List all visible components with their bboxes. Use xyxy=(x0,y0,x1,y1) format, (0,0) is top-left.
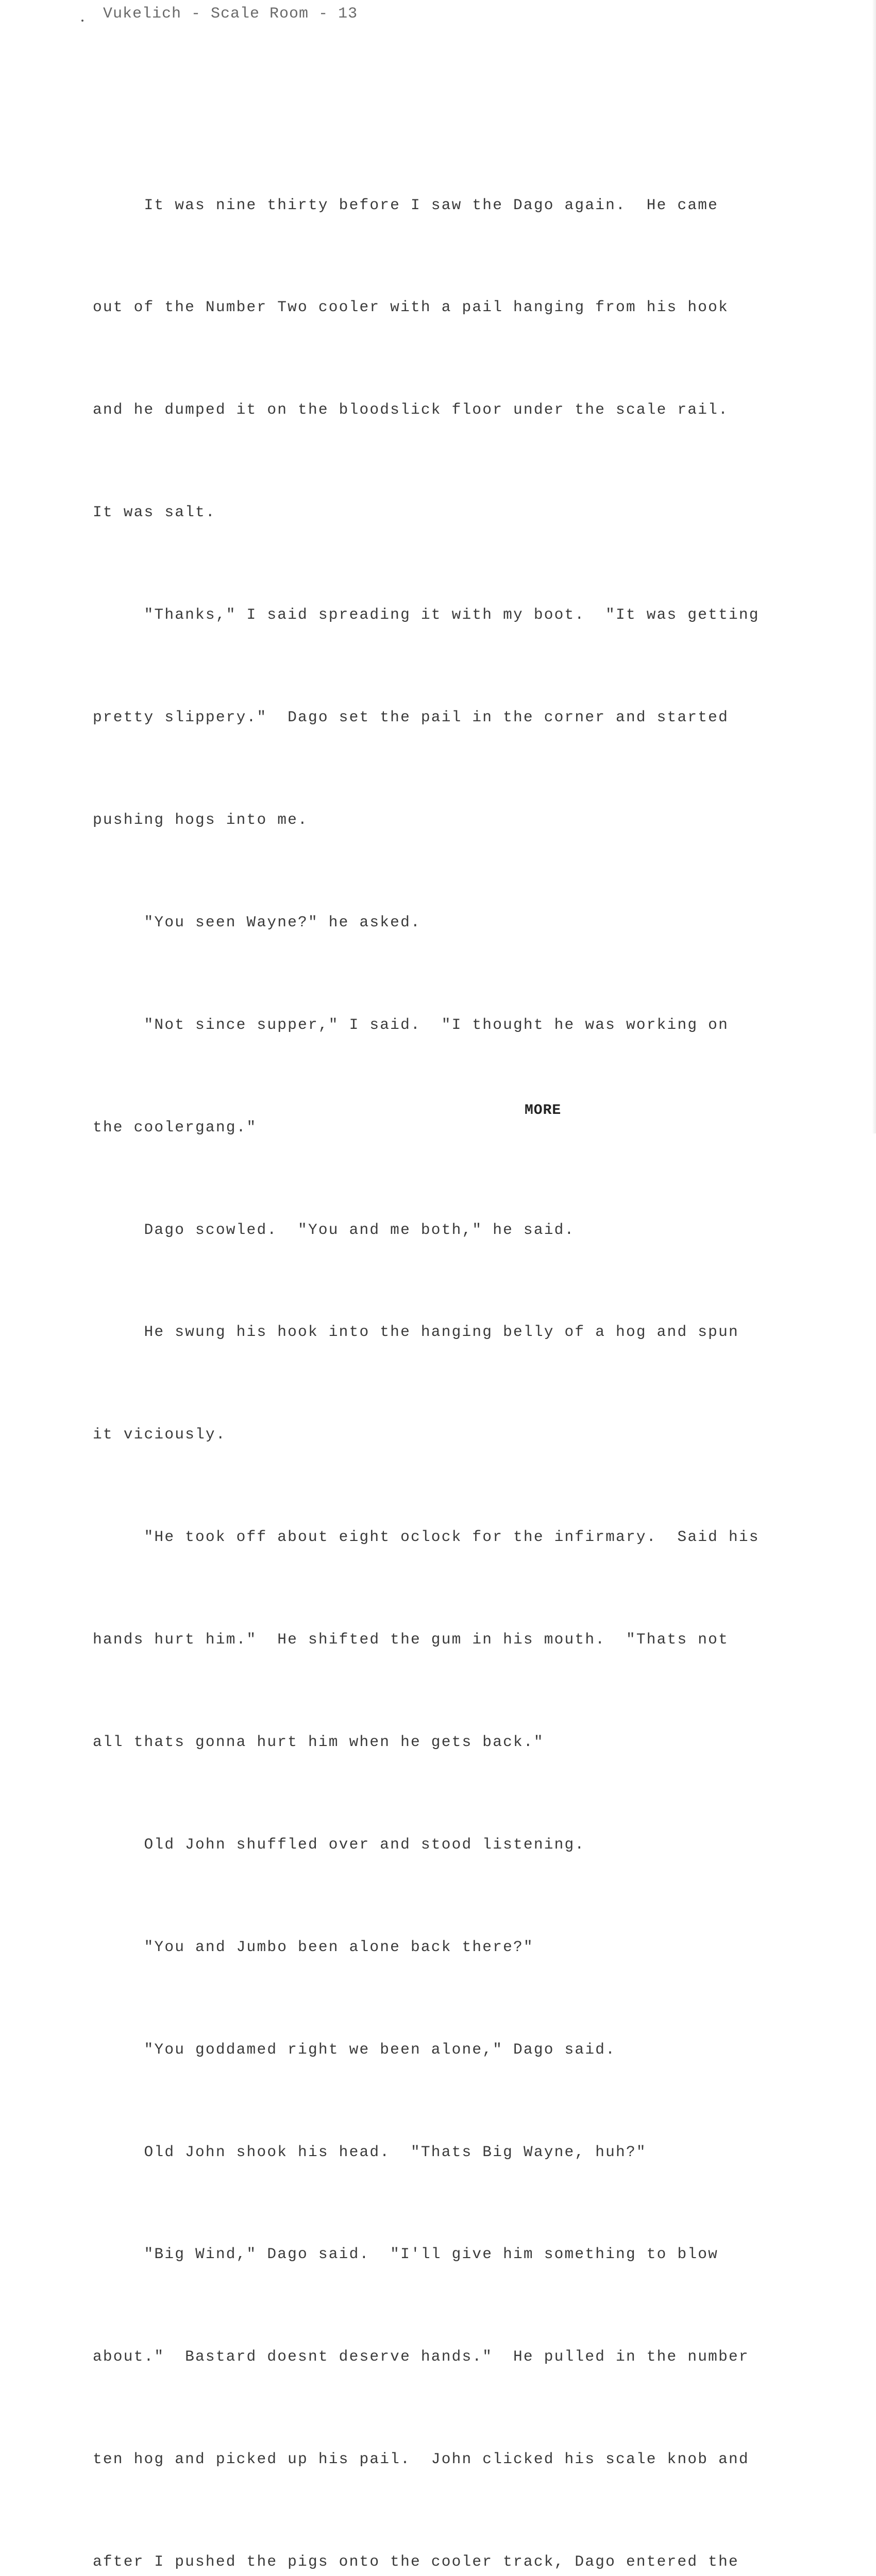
body-line: It was salt. xyxy=(93,503,216,521)
body-line: and he dumped it on the bloodslick floor under the scale rail. xyxy=(93,401,729,419)
body-line: out of the Number Two cooler with a pail hanging from his hook xyxy=(93,298,729,316)
body-line: Dago scowled. "You and me both," he said. xyxy=(93,1221,575,1239)
page-edge xyxy=(872,0,876,1133)
body-line: hands hurt him." He shifted the gum in his mouth. "Thats not xyxy=(93,1631,729,1649)
body-line: after I pushed the pigs onto the cooler track, Dago entered the xyxy=(93,2553,739,2571)
body-line: pushing hogs into me. xyxy=(93,810,308,828)
body-line: "Not since supper," I said. "I thought he was working on xyxy=(93,1015,729,1033)
body-line: all thats gonna hurt him when he gets back." xyxy=(93,1733,544,1751)
body-line: Old John shook his head. "Thats Big Wayne, huh?" xyxy=(93,2143,647,2161)
body-line: about." Bastard doesnt deserve hands." He pulled in the number xyxy=(93,2348,749,2366)
stray-ink-mark xyxy=(81,20,83,22)
more-marker: MORE xyxy=(525,1103,562,1118)
body-line: ten hog and picked up his pail. John clicked his scale knob and xyxy=(93,2450,749,2468)
body-line: "Thanks," I said spreading it with my boot. "It was getting xyxy=(93,606,760,624)
page-header: Vukelich - Scale Room - 13 xyxy=(103,5,358,23)
body-line: "He took off about eight oclock for the infirmary. Said his xyxy=(93,1528,760,1546)
body-line: "Big Wind," Dago said. "I'll give him something to blow xyxy=(93,2245,719,2263)
body-line: "You and Jumbo been alone back there?" xyxy=(93,1938,534,1956)
body-line: Old John shuffled over and stood listening. xyxy=(93,1835,585,1853)
body-line: He swung his hook into the hanging belly of a hog and spun xyxy=(93,1323,739,1341)
typewritten-body xyxy=(93,120,778,2576)
body-line: it viciously. xyxy=(93,1426,226,1444)
body-line: "You goddamed right we been alone," Dago said. xyxy=(93,2040,616,2058)
body-line: "You seen Wayne?" he asked. xyxy=(93,913,421,931)
body-line: It was nine thirty before I saw the Dago again. He came xyxy=(93,196,719,214)
body-line: the coolergang." xyxy=(93,1118,257,1136)
body-line: pretty slippery." Dago set the pail in the corner and started xyxy=(93,708,729,726)
